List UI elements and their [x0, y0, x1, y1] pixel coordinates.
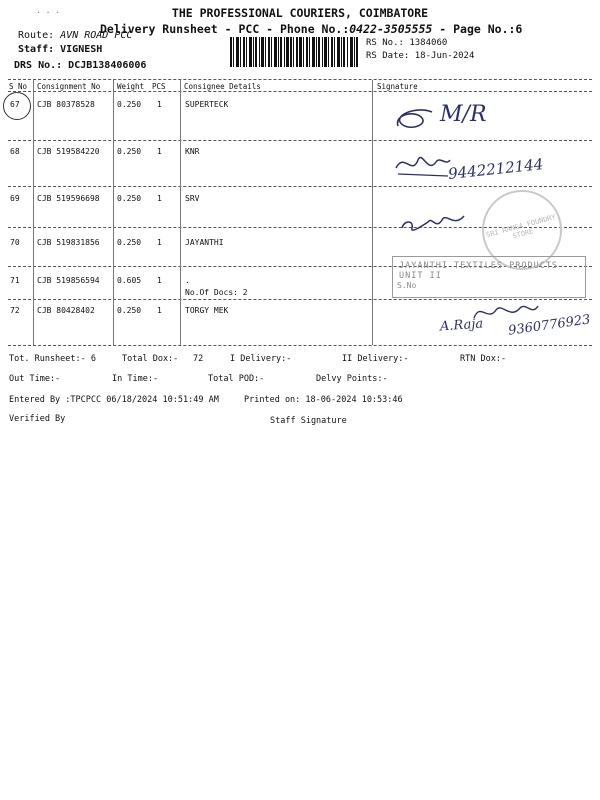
column-header-consignee: Consignee Details: [184, 82, 261, 91]
column-header-consignment: Consignment No: [37, 82, 101, 91]
staff-signature: Staff Signature: [270, 416, 347, 426]
row-sno: 67: [10, 100, 20, 109]
handwritten-dots: · · ·: [36, 8, 61, 17]
row-rule: [8, 186, 592, 187]
column-divider: [113, 80, 114, 345]
row-consignment: CJB 519596698: [37, 194, 100, 203]
in-time: In Time:-: [112, 374, 159, 384]
row-consignment: CJB 80428402: [37, 306, 95, 315]
row-weight: 0.250: [117, 238, 142, 247]
row-consignee: JAYANTHI: [185, 238, 224, 247]
row-pcs: 1: [157, 147, 162, 156]
row-weight: 0.250: [117, 194, 142, 203]
column-divider: [33, 80, 34, 345]
row-rule: [8, 140, 592, 141]
row-doc-count: No.Of Docs: 2: [185, 288, 248, 297]
rtn-dox: RTN Dox:-: [460, 354, 507, 364]
total-runsheet: Tot. Runsheet:- 6: [9, 354, 96, 364]
row-weight: 0.250: [117, 147, 142, 156]
row-sno: 68: [10, 147, 20, 156]
total-dox-label: Total Dox:-: [122, 354, 179, 364]
column-header-signature: Signature: [377, 82, 418, 91]
staff-name: Staff: VIGNESH: [18, 44, 103, 55]
row-weight: 0.250: [117, 100, 142, 109]
column-header-weight: Weight: [117, 82, 145, 91]
column-divider: [180, 80, 181, 345]
ii-delivery: II Delivery:-: [342, 354, 409, 364]
row-pcs: 1: [157, 276, 162, 285]
signature-name-row72: A.Raja: [439, 316, 484, 335]
row-consignee: .: [185, 276, 190, 285]
row-pcs: 1: [157, 194, 162, 203]
runsheet-title: Delivery Runsheet - PCC - Phone No.:0422-3505555 - Page No.:6: [100, 22, 523, 36]
i-delivery: I Delivery:-: [230, 354, 292, 364]
signature-scribble: [398, 206, 468, 236]
row-sno: 70: [10, 238, 20, 247]
total-pod: Total POD:-: [208, 374, 265, 384]
rs-date: RS Date: 18-Jun-2024: [366, 51, 475, 61]
row-pcs: 1: [157, 100, 162, 109]
signature-scribble: [392, 146, 452, 182]
row-consignee: KNR: [185, 147, 200, 156]
out-time: Out Time:-: [9, 374, 61, 384]
row-sno: 71: [10, 276, 20, 285]
row-sno: 72: [10, 306, 20, 315]
row-consignee: SRV: [185, 194, 200, 203]
row-pcs: 1: [157, 306, 162, 315]
column-header-pcs: PCS: [152, 82, 166, 91]
table-bottom-rule: [8, 345, 592, 346]
delvy-points: Delvy Points:-: [316, 374, 388, 384]
signature-phone-row68: 9442212144: [447, 155, 545, 183]
route: Route: AVN ROAD PCC: [18, 30, 133, 41]
column-header-sno: S No: [9, 82, 28, 91]
stamp-company-name: JAYANTHI TEXTILES PRODUCTS UNIT II: [399, 261, 559, 281]
total-dox-value: 72: [193, 354, 204, 364]
drs-number: DRS No.: DCJB138406006: [14, 60, 147, 71]
barcode: [230, 37, 358, 67]
row-consignment: CJB 80378528: [37, 100, 95, 109]
table-top-rule: [8, 79, 592, 80]
verified-by: Verified By: [9, 414, 66, 424]
row-consignment: CJB 519831856: [37, 238, 100, 247]
signature-row67: M/R: [440, 102, 487, 127]
row-consignee: TORGY MEK: [185, 306, 229, 315]
stamp-serial-label: S.No: [397, 281, 417, 290]
entered-by: Entered By :TPCPCC 06/18/2024 10:51:49 AM: [9, 395, 219, 405]
row-pcs: 1: [157, 238, 162, 247]
signature-scribble: [392, 100, 440, 134]
signature-phone-row72: 9360776923: [507, 312, 592, 339]
rs-number: RS No.: 1384060: [366, 38, 448, 48]
company-title: THE PROFESSIONAL COURIERS, COIMBATORE: [171, 6, 429, 20]
round-stamp: SRI RANGA FOUNDRY STORE: [473, 181, 571, 279]
row-consignment: CJB 519856594: [37, 276, 100, 285]
row-consignee: SUPERTECK: [185, 100, 229, 109]
row-weight: 0.250: [117, 306, 142, 315]
header-rule: [8, 91, 592, 92]
row-consignment: CJB 519584220: [37, 147, 100, 156]
row-weight: 0.605: [117, 276, 142, 285]
column-divider: [372, 80, 373, 345]
company-stamp: [392, 256, 586, 298]
row-sno: 69: [10, 194, 20, 203]
printed-on: Printed on: 18-06-2024 10:53:46: [244, 395, 403, 405]
